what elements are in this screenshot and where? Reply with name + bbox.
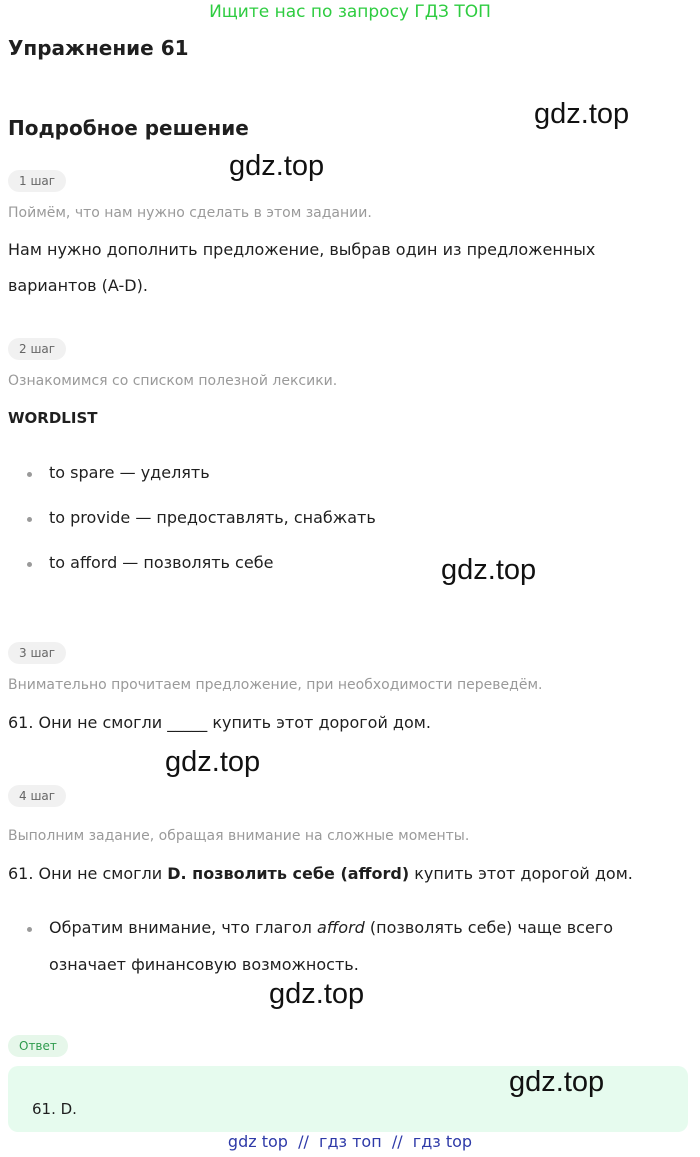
bullet-icon — [27, 927, 32, 932]
step-hint: Внимательно прочитаем предложение, при необходимости переведём. — [8, 677, 543, 693]
step-badge: 3 шаг — [8, 642, 66, 664]
note-text: означает финансовую возможность. — [49, 955, 359, 974]
task-sentence: 61. Они не смогли _____ купить этот дорогой дом. — [8, 713, 431, 732]
wordlist-item: to provide — предоставлять, снабжать — [49, 508, 376, 527]
bullet-icon — [27, 517, 32, 522]
top-banner: Ищите нас по запросу ГДЗ ТОП — [209, 2, 491, 22]
step-hint: Поймём, что нам нужно сделать в этом задании. — [8, 205, 372, 221]
step-hint: Ознакомимся со списком полезной лексики. — [8, 373, 338, 389]
bullet-icon — [27, 472, 32, 477]
watermark: gdz.top — [509, 1066, 605, 1098]
watermark: gdz.top — [269, 978, 365, 1010]
wordlist-heading: WORDLIST — [8, 409, 98, 427]
wordlist-item: to afford — позволять себе — [49, 553, 274, 572]
footer-links: gdz top // гдз топ // гдз top — [227, 1132, 473, 1151]
note-text: Обратим внимание, что глагол afford (позволять себе) чаще всего — [49, 918, 614, 937]
answer-badge: Ответ — [8, 1035, 68, 1057]
step-hint: Выполним задание, обращая внимание на сложные моменты. — [8, 828, 470, 844]
bullet-icon — [27, 562, 32, 567]
watermark: gdz.top — [229, 150, 325, 182]
section-title: Подробное решение — [8, 116, 249, 140]
page-title: Упражнение 61 — [8, 36, 189, 60]
step-badge: 4 шаг — [8, 785, 66, 807]
wordlist-item: to spare — уделять — [49, 463, 210, 482]
watermark: gdz.top — [165, 746, 261, 778]
step-text: Нам нужно дополнить предложение, выбрав один из предложенных — [8, 240, 596, 259]
step-badge: 1 шаг — [8, 170, 66, 192]
answer-value: 61. D. — [32, 1100, 77, 1118]
watermark: gdz.top — [534, 98, 630, 130]
watermark: gdz.top — [441, 554, 537, 586]
solution-sentence: 61. Они не смогли D. позволить себе (afford) купить этот дорогой дом. — [8, 864, 633, 883]
step-text: вариантов (A-D). — [8, 276, 148, 295]
step-badge: 2 шаг — [8, 338, 66, 360]
